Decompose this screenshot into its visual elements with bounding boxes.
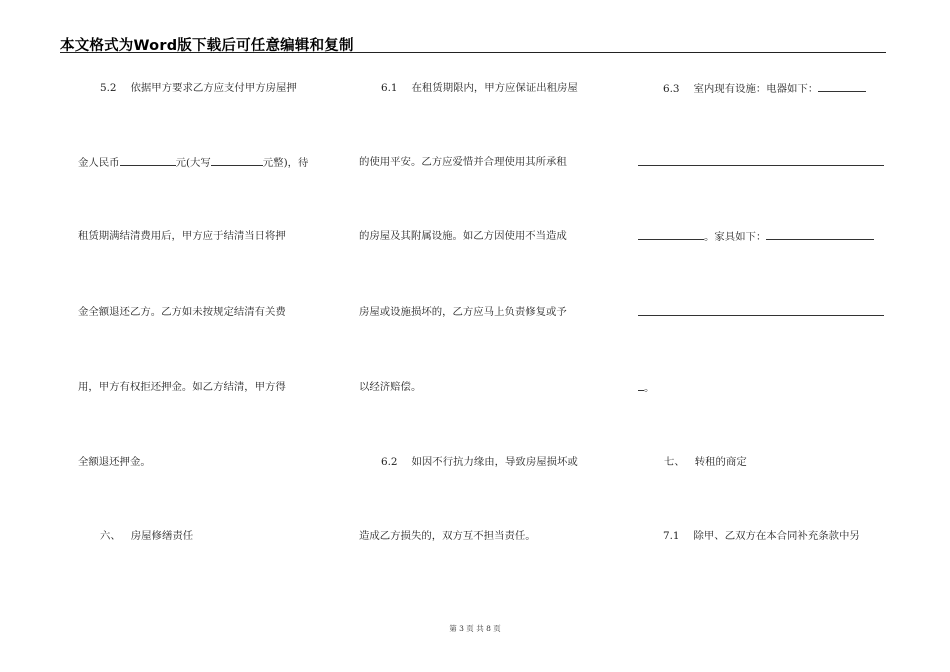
clause-number: 6.1 [381, 82, 398, 94]
clause-6-1-line-3: 的房屋及其附属设施。如乙方因使用不当造成 [359, 230, 567, 242]
deposit-amount-blank [120, 155, 176, 166]
section-7-heading [664, 455, 747, 469]
deposit-uppercase-blank [211, 155, 263, 166]
section-title: 房屋修缮责任 [130, 530, 194, 542]
page-number-footer: 第 3 页 共 8 页 [449, 624, 501, 633]
clause-5-2-line-6: 全额退还押金。 [78, 456, 151, 468]
clause-number: 6.3 [663, 83, 680, 95]
deposit-label: 金人民币 [78, 157, 120, 169]
deposit-uppercase-label: 元(大写 [175, 157, 211, 169]
deposit-suffix: 元整)，待 [262, 157, 309, 169]
section-number: 七、 [664, 456, 685, 468]
clause-6-1-line-1 [381, 81, 578, 95]
clause-6-3-line-1 [663, 81, 866, 96]
clause-text: 依据甲方要求乙方应支付甲方房屋押 [130, 82, 297, 94]
section-title: 转租的商定 [694, 456, 747, 468]
document-header-title: 本文格式为Word版下载后可任意编辑和复制 [60, 38, 354, 54]
period-mark: 。 [644, 382, 655, 394]
appliances-blank-line [638, 165, 884, 166]
clause-6-3-line-5 [638, 380, 654, 395]
clause-5-2-line-3: 租赁期满结清费用后，甲方应于结清当日将押 [78, 230, 286, 242]
clause-number: 6.2 [381, 456, 398, 468]
clause-7-1-line-1 [663, 529, 860, 543]
appliances-blank-end [638, 229, 704, 240]
clause-6-2-line-2: 造成乙方损失的，双方互不担当责任。 [359, 530, 536, 542]
header-divider [60, 52, 886, 53]
furniture-label: 。家具如下： [704, 231, 767, 243]
clause-6-2-line-1 [381, 455, 578, 469]
clause-text: 除甲、乙双方在本合同补充条款中另 [693, 530, 860, 542]
furniture-blank-line [638, 315, 884, 316]
section-number: 六、 [100, 530, 121, 542]
clause-text: 在租赁期限内，甲方应保证出租房屋 [411, 82, 578, 94]
clause-5-2-line-5: 用，甲方有权拒还押金。如乙方结清，甲方得 [78, 381, 286, 393]
clause-number: 5.2 [100, 82, 117, 94]
clause-number: 7.1 [663, 530, 680, 542]
clause-6-1-line-2: 的使用平安。乙方应爱惜并合理使用其所承租 [359, 156, 567, 168]
clause-6-1-line-4: 房屋或设施损坏的，乙方应马上负责修复或予 [359, 306, 567, 318]
furniture-blank [766, 229, 874, 240]
clause-5-2-line-1 [100, 81, 297, 95]
clause-text: 如因不行抗力缘由，导致房屋损坏或 [411, 456, 578, 468]
clause-6-3-line-3 [638, 229, 874, 244]
clause-5-2-line-2 [78, 155, 308, 170]
section-6-heading [100, 529, 193, 543]
clause-5-2-line-4: 金全额退还乙方。乙方如未按规定结清有关费 [78, 306, 286, 318]
appliances-blank [818, 81, 866, 92]
clause-6-1-line-5: 以经济赔偿。 [359, 381, 422, 393]
clause-text: 室内现有设施：电器如下： [693, 83, 819, 95]
